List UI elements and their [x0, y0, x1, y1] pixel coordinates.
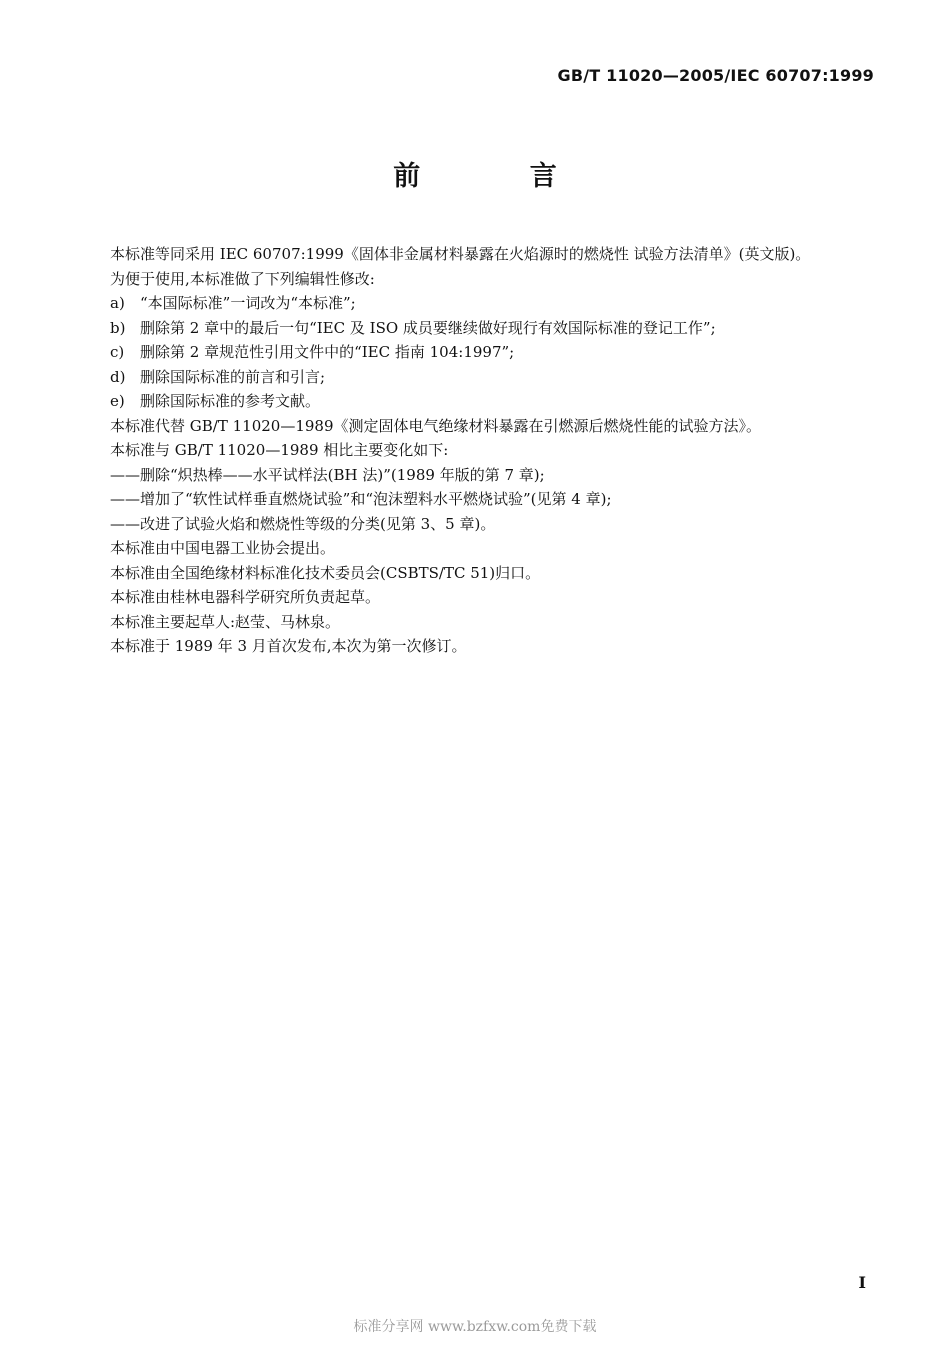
paragraph-adoption: 本标准等同采用 IEC 60707:1999《固体非金属材料暴露在火焰源时的燃烧性 试验方法清单》(英文版)。 — [110, 245, 811, 263]
list-item — [80, 291, 878, 316]
list-item — [80, 316, 878, 341]
list-marker: a) — [110, 294, 125, 312]
list-item-text: 删除第 2 章规范性引用文件中的“IEC 指南 104:1997”; — [140, 343, 515, 361]
paragraph-history: 本标准于 1989 年 3 月首次发布,本次为第一次修订。 — [110, 637, 467, 655]
paragraph-replaces: 本标准代替 GB/T 11020—1989《测定固体电气绝缘材料暴露在引燃源后燃烧性能的试验方法》。 — [110, 416, 761, 435]
paragraph-proposed-by: 本标准由中国电器工业协会提出。 — [110, 539, 336, 557]
page-number: I — [858, 1273, 866, 1292]
list-marker: e) — [110, 392, 125, 410]
footer-watermark: 标准分享网 www.bzfxw.com免费下载 — [353, 1319, 597, 1335]
paragraph-edit-intro: 为便于使用,本标准做了下列编辑性修改: — [110, 269, 375, 288]
list-marker: c) — [110, 343, 125, 361]
list-marker: b) — [110, 318, 126, 337]
page-title: 前 言 — [393, 161, 607, 192]
paragraph-changes-intro: 本标准与 GB/T 11020—1989 相比主要变化如下: — [110, 441, 449, 459]
change-item: ——改进了试验火焰和燃烧性等级的分类(见第 3、5 章)。 — [110, 514, 496, 533]
paragraph-administered-by: 本标准由全国绝缘材料标准化技术委员会(CSBTS/TC 51)归口。 — [110, 563, 541, 582]
list-item — [80, 389, 878, 414]
list-item-text: “本国际标准”一词改为“本标准”; — [140, 294, 356, 312]
paragraph-drafted-by: 本标准由桂林电器科学研究所负责起草。 — [110, 588, 381, 606]
list-item — [80, 340, 878, 365]
list-item — [80, 365, 878, 390]
list-item-text: 删除国际标准的参考文献。 — [140, 392, 321, 410]
change-item: ——增加了“软性试样垂直燃烧试验”和“泡沫塑料水平燃烧试验”(见第 4 章); — [110, 490, 612, 508]
document-body — [80, 242, 878, 659]
paragraph-drafters: 本标准主要起草人:赵莹、马林泉。 — [110, 612, 341, 631]
list-item-text: 删除国际标准的前言和引言; — [140, 367, 326, 386]
standard-number: GB/T 11020—2005/IEC 60707:1999 — [557, 66, 874, 85]
list-item-text: 删除第 2 章中的最后一句“IEC 及 ISO 成员要继续做好现行有效国际标准的登记工作”; — [140, 318, 716, 337]
change-item: ——删除“炽热棒——水平试样法(BH 法)”(1989 年版的第 7 章); — [110, 465, 545, 484]
list-marker: d) — [110, 367, 126, 386]
